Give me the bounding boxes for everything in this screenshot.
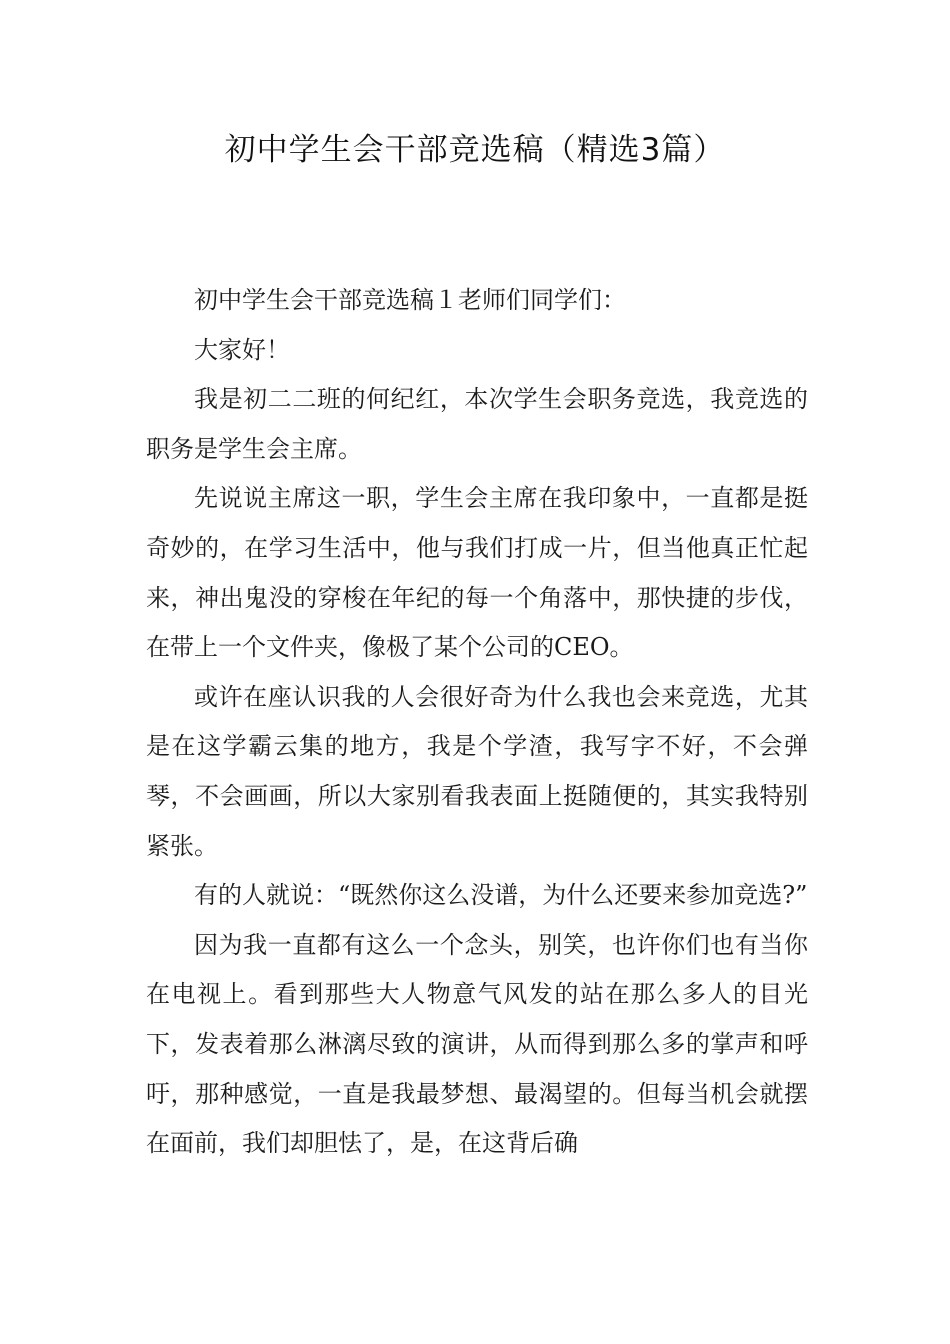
paragraph-4: 先说说主席这一职，学生会主席在我印象中，一直都是挺奇妙的，在学习生活中，他与我们打成一片，但当他真正忙起来，神出鬼没的穿梭在年纪的每一个角落中，那快捷的步伐，在带上一个文件夹，像极了某个公司的CEO。 (146, 484, 808, 662)
paragraph-1: 初中学生会干部竞选稿１老师们同学们： (194, 286, 626, 314)
paragraph-6: 有的人就说：“既然你这么没谱，为什么还要来参加竞选?” (194, 881, 808, 910)
paragraph-3: 我是初二二班的何纪红，本次学生会职务竞选，我竞选的职务是学生会主席。 (146, 385, 808, 463)
paragraph-5: 或许在座认识我的人会很好奇为什么我也会来竞选，尤其是在这学霸云集的地方，我是个学渣，我写字不好，不会弹琴，不会画画，所以大家别看我表面上挺随便的，其实我特别紧张。 (146, 682, 808, 860)
document-body (146, 276, 808, 1169)
paragraph-2: 大家好！ (194, 335, 290, 364)
paragraph-7: 因为我一直都有这么一个念头，别笑，也许你们也有当你在电视上。看到那些大人物意气风发的站在那么多人的目光下，发表着那么淋漓尽致的演讲，从而得到那么多的掌声和呼吁，那种感觉，一直是我最梦想、最渴望的。但每当机会就摆在面前，我们却胆怯了，是，在这背后确 (146, 930, 808, 1158)
document-title: 初中学生会干部竞选稿（精选3篇） (224, 132, 726, 168)
